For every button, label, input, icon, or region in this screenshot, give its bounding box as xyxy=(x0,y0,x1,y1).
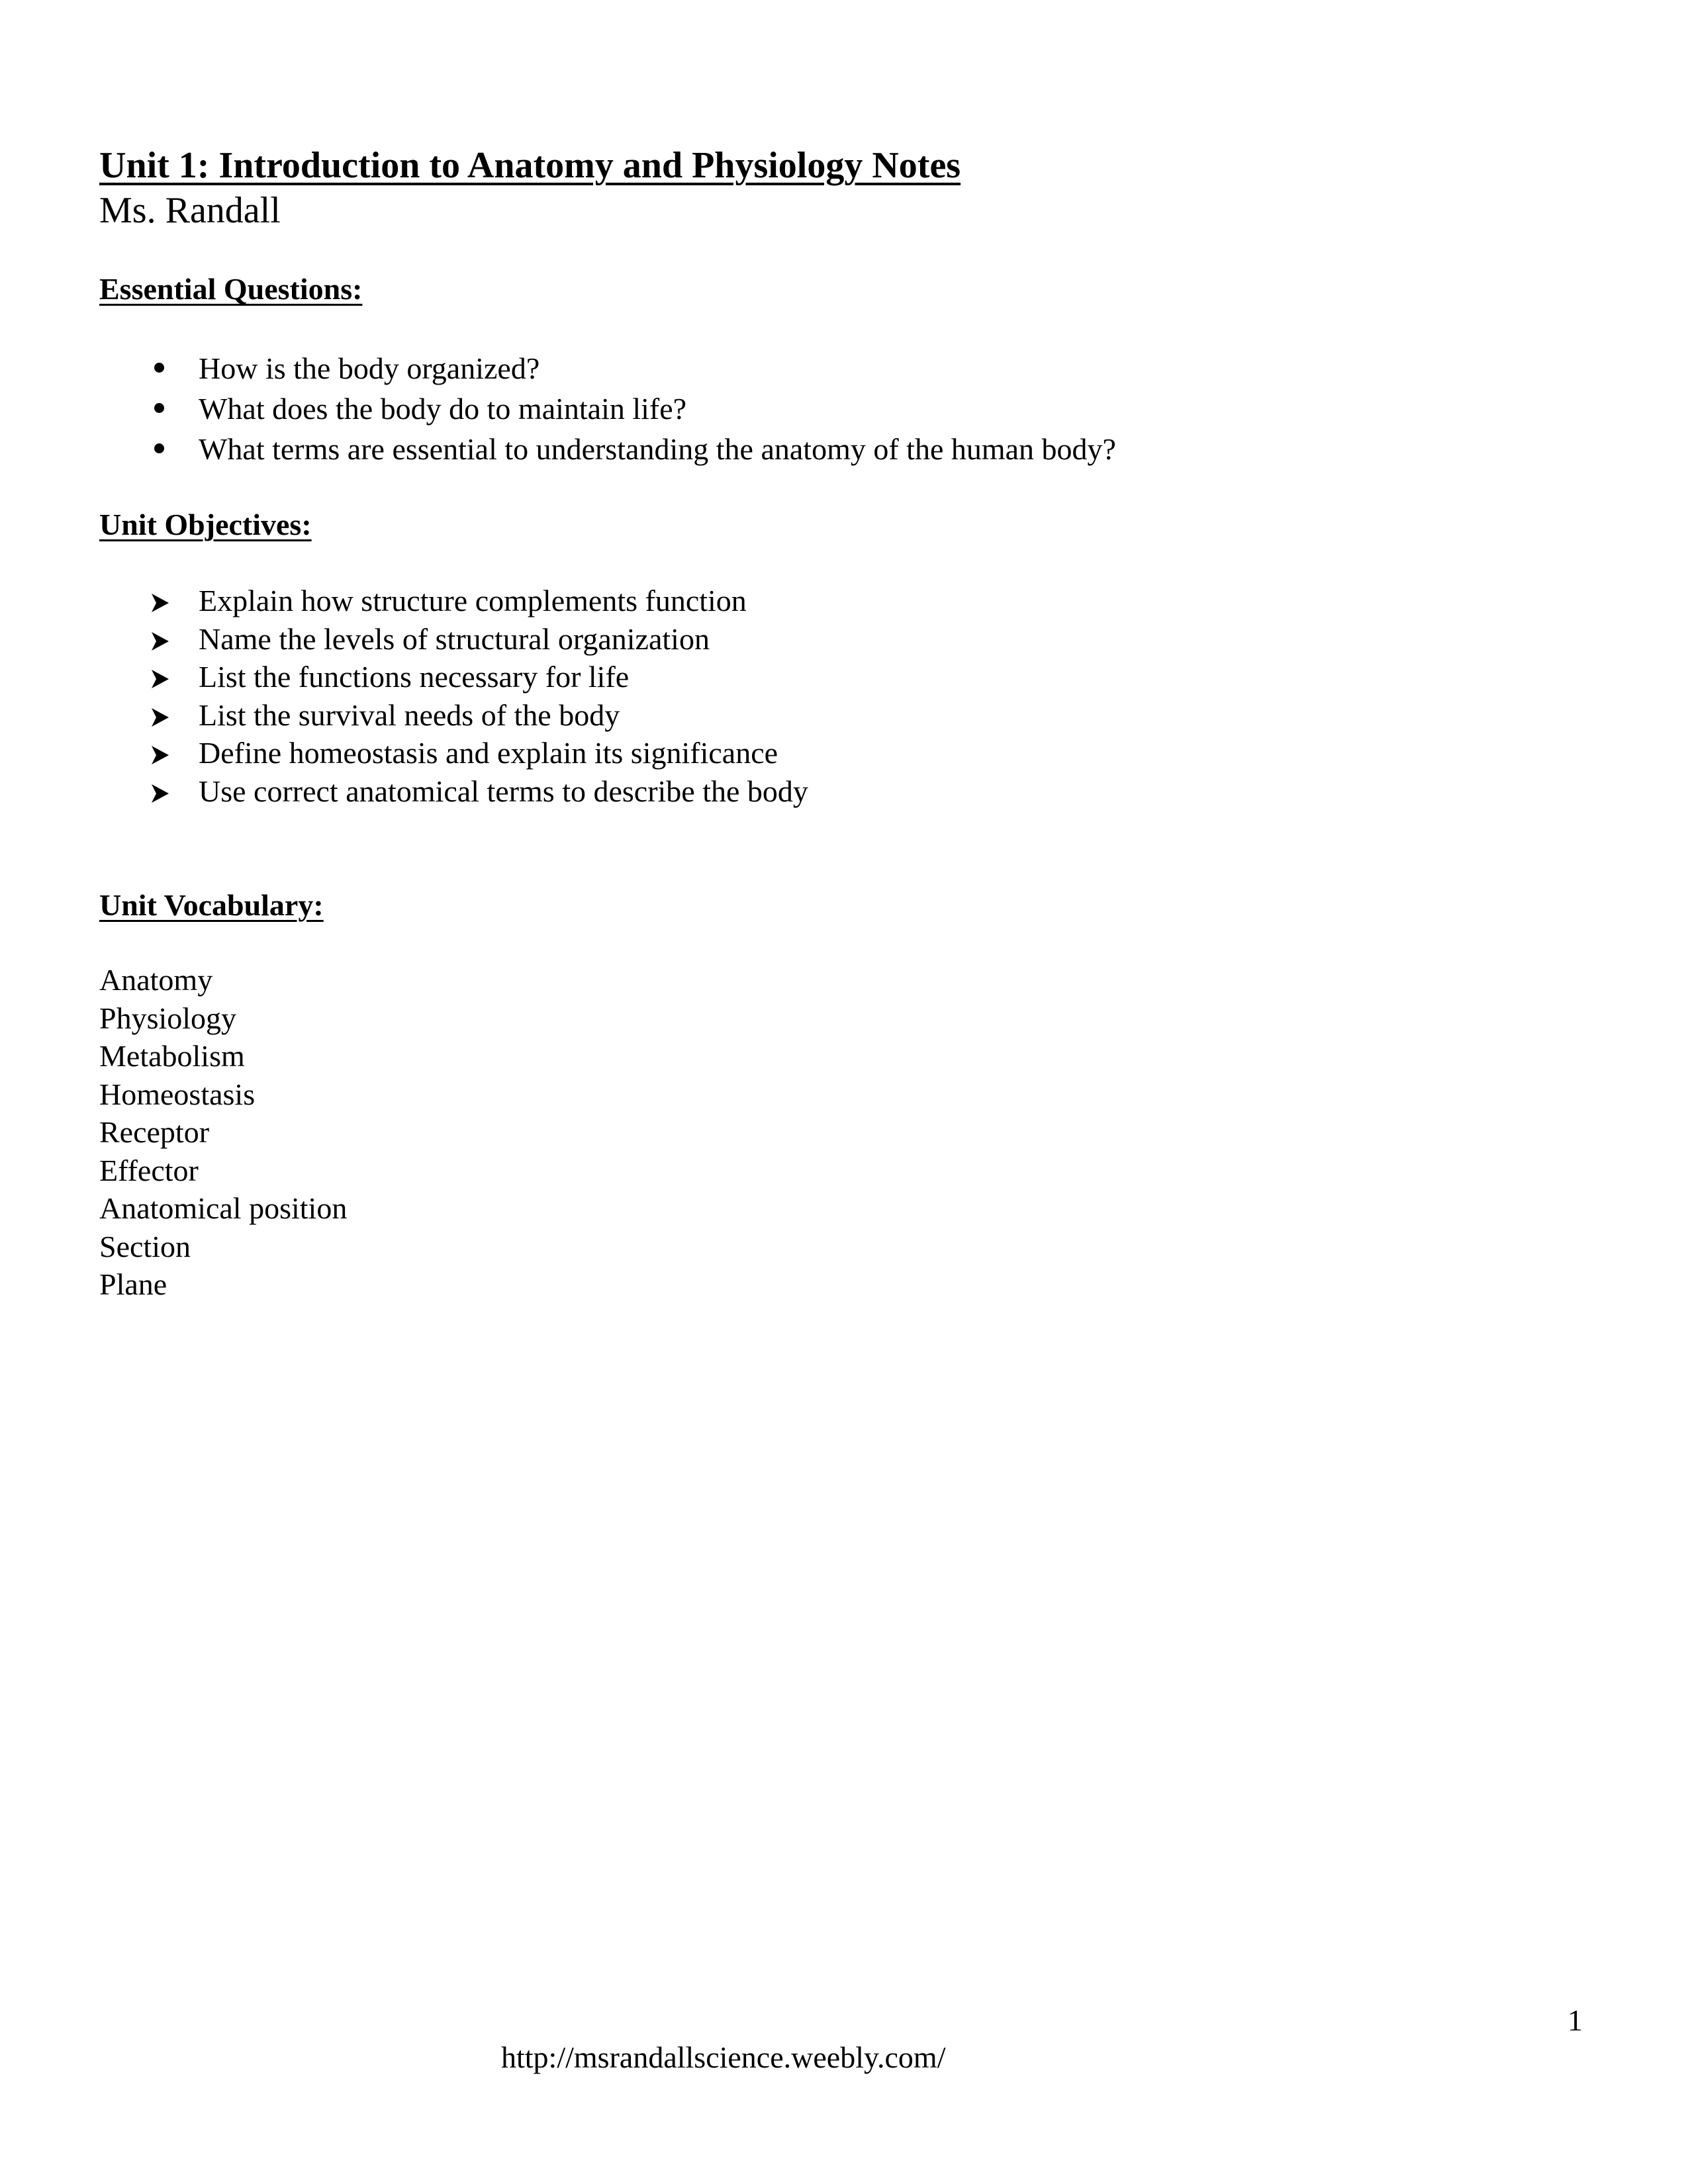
essential-questions-list xyxy=(0,348,1116,469)
question-text: What terms are essential to understanding the anatomy of the human body? xyxy=(199,432,1116,466)
objective-text: Use correct anatomical terms to describe the body xyxy=(199,774,808,808)
vocabulary-term: Receptor xyxy=(99,1115,210,1149)
footer-url[interactable]: http://msrandallscience.weebly.com/ xyxy=(501,2040,946,2074)
essential-questions-heading: Essential Questions: xyxy=(99,272,363,306)
objective-text: Explain how structure complements function xyxy=(199,584,747,617)
list-item xyxy=(0,388,1116,429)
vocabulary-list xyxy=(99,961,347,1304)
vocabulary-term: Homeostasis xyxy=(99,1077,256,1111)
objective-text: Define homeostasis and explain its significance xyxy=(199,736,778,770)
arrow-bullet-icon xyxy=(150,696,177,735)
vocabulary-term: Effector xyxy=(99,1153,199,1187)
arrow-bullet-icon xyxy=(150,658,177,696)
vocabulary-term: Section xyxy=(99,1229,191,1263)
question-text: How is the body organized? xyxy=(199,351,540,385)
vocabulary-term: Plane xyxy=(99,1267,167,1301)
page-title: Unit 1: Introduction to Anatomy and Physiology Notes xyxy=(99,145,961,186)
list-item xyxy=(0,348,1116,388)
arrow-bullet-icon xyxy=(150,772,177,811)
bullet-icon xyxy=(150,348,177,388)
unit-vocabulary-heading: Unit Vocabulary: xyxy=(99,888,324,922)
list-item xyxy=(0,429,1116,469)
question-text: What does the body do to maintain life? xyxy=(199,392,687,426)
objective-text: List the survival needs of the body xyxy=(199,698,620,732)
objective-text: List the functions necessary for life xyxy=(199,660,630,694)
arrow-bullet-icon xyxy=(150,734,177,772)
vocabulary-term: Anatomical position xyxy=(99,1191,348,1225)
vocabulary-term: Metabolism xyxy=(99,1039,245,1073)
page-number: 1 xyxy=(1568,2003,1583,2037)
author-name: Ms. Randall xyxy=(99,190,281,231)
list-item xyxy=(0,734,808,772)
list-item xyxy=(0,582,808,620)
unit-objectives-heading: Unit Objectives: xyxy=(99,508,312,541)
bullet-icon xyxy=(150,429,177,469)
list-item xyxy=(0,772,808,811)
list-item xyxy=(0,658,808,696)
arrow-bullet-icon xyxy=(150,620,177,659)
bullet-icon xyxy=(150,388,177,429)
unit-objectives-list xyxy=(0,582,808,810)
list-item xyxy=(0,696,808,735)
arrow-bullet-icon xyxy=(150,582,177,620)
vocabulary-term: Physiology xyxy=(99,1001,237,1035)
list-item xyxy=(0,620,808,659)
objective-text: Name the levels of structural organization xyxy=(199,621,710,656)
vocabulary-term: Anatomy xyxy=(99,963,213,997)
